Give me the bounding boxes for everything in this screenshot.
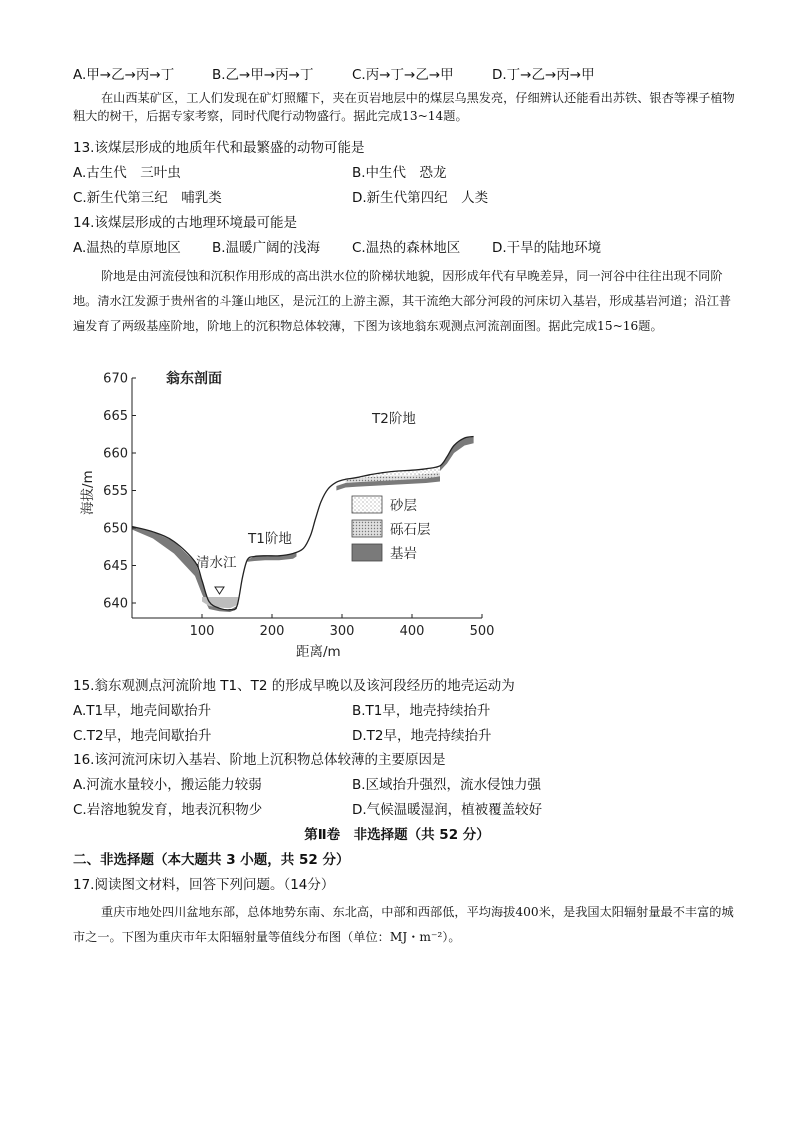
q16-option-d: D.气候温暖湿润，植被覆盖较好 [352,802,543,818]
y-tick-label: 645 [103,559,128,574]
q13-option-d: D.新生代第四纪 人类 [352,190,489,206]
q13-option-c: C.新生代第三纪 哺乳类 [73,190,222,206]
q13-option-a: A.古生代 三叶虫 [73,165,181,181]
q13-stem: 13.该煤层形成的地质年代和最繁盛的动物可能是 [73,140,365,156]
water-level-marker [215,587,224,594]
part2-title: 第Ⅱ卷 非选择题（共 52 分） [304,827,490,843]
section2-heading: 二、非选择题（本大题共 3 小题，共 52 分） [73,852,350,868]
x-tick-label: 100 [189,624,215,639]
q15-option-c: C.T2早，地壳间歇抬升 [73,728,212,744]
y-tick-label: 670 [103,371,128,387]
q15-option-d: D.T2早，地壳持续抬升 [352,728,492,744]
x-tick-label: 200 [259,624,285,639]
chart-legend [352,496,431,562]
bedrock-right-slope [440,437,474,472]
legend-sand-swatch [352,496,382,513]
q14-stem: 14.该煤层形成的古地理环境最可能是 [73,215,297,231]
x-tick-label: 300 [329,624,355,639]
y-tick-label: 660 [103,446,128,462]
q15-option-a: A.T1早，地壳间歇抬升 [73,703,212,719]
y-tick-label: 655 [103,484,128,499]
passage-chongqing: 重庆市地处四川盆地东部，总体地势东南、东北高，中部和西部低，平均海拔400米，是我国太阳辐射量最不丰富的城市之一。下图为重庆市年太阳辐射量等值线分布图（单位：MJ・m⁻²）。 [73,905,734,944]
q14-option-a: A.温热的草原地区 [73,240,181,256]
q16-stem: 16.该河流河床切入基岩、阶地上沉积物总体较薄的主要原因是 [73,752,446,768]
q14-option-d: D.干旱的陆地环境 [492,240,602,256]
legend-bedrock-swatch [352,544,382,561]
q12-option-a: A.甲→乙→丙→丁 [73,67,175,83]
q16-option-c: C.岩溶地貌发育，地表沉积物少 [73,802,263,818]
x-axis-label: 距离/m [296,644,341,660]
passage-terrace: 阶地是由河流侵蚀和沉积作用形成的高出洪水位的阶梯状地貌，因形成年代有早晚差异，同一河谷中往往出现不同阶地。清水江发源于贵州省的斗篷山地区，是沅江的上游主源，其干流绝大部分河段的河床切入基岩，形成基岩河道；沿江普遍发育了两级基座阶地，阶地上的沉积物总体较薄，下图为该地翁东观测点河流剖面图。据此完成15~16题。 [73,269,732,333]
water-level-triangle [215,587,224,594]
legend-bedrock-label: 基岩 [390,546,417,562]
q15-stem: 15.翁东观测点河流阶地 T1、T2 的形成早晚以及该河段经历的地壳运动为 [73,678,515,694]
q13-option-b: B.中生代 恐龙 [352,165,447,181]
river-label: 清水江 [196,555,237,571]
legend-gravel-swatch [352,520,382,537]
q12-option-c: C.丙→丁→乙→甲 [352,67,454,83]
t1-terrace-label: T1阶地 [248,531,292,547]
legend-gravel-label: 砾石层 [390,522,431,538]
y-tick-label: 650 [103,521,128,537]
x-tick-label: 400 [399,624,425,639]
passage-coal-seam: 在山西某矿区，工人们发现在矿灯照耀下，夹在页岩地层中的煤层乌黑发亮，仔细辨认还能看出苏铁、银杏等裸子植物粗大的树干，后据专家考察，同时代爬行动物盛行。据此完成13~14题。 [73,91,735,123]
q15-option-b: B.T1早，地壳持续抬升 [352,703,491,719]
y-tick-label: 665 [103,409,128,424]
legend-sand-label: 砂层 [390,498,417,514]
q16-option-b: B.区域抬升强烈，流水侵蚀力强 [352,777,542,793]
q14-option-b: B.温暖广阔的浅海 [212,240,321,256]
river-profile-chart [70,365,510,665]
q12-option-d: D.丁→乙→丙→甲 [492,67,595,83]
y-axis-label: 海拔/m [80,470,96,515]
x-tick-label: 500 [469,624,495,639]
q16-option-a: A.河流水量较小，搬运能力较弱 [73,777,262,793]
t2-terrace-label: T2阶地 [372,411,416,427]
q12-option-b: B.乙→甲→丙→丁 [212,67,314,83]
q17-stem: 17.阅读图文材料，回答下列问题。（14分） [73,877,335,893]
y-tick-label: 640 [103,596,128,612]
chart-title: 翁东剖面 [166,371,222,387]
q14-option-c: C.温热的森林地区 [352,240,461,256]
